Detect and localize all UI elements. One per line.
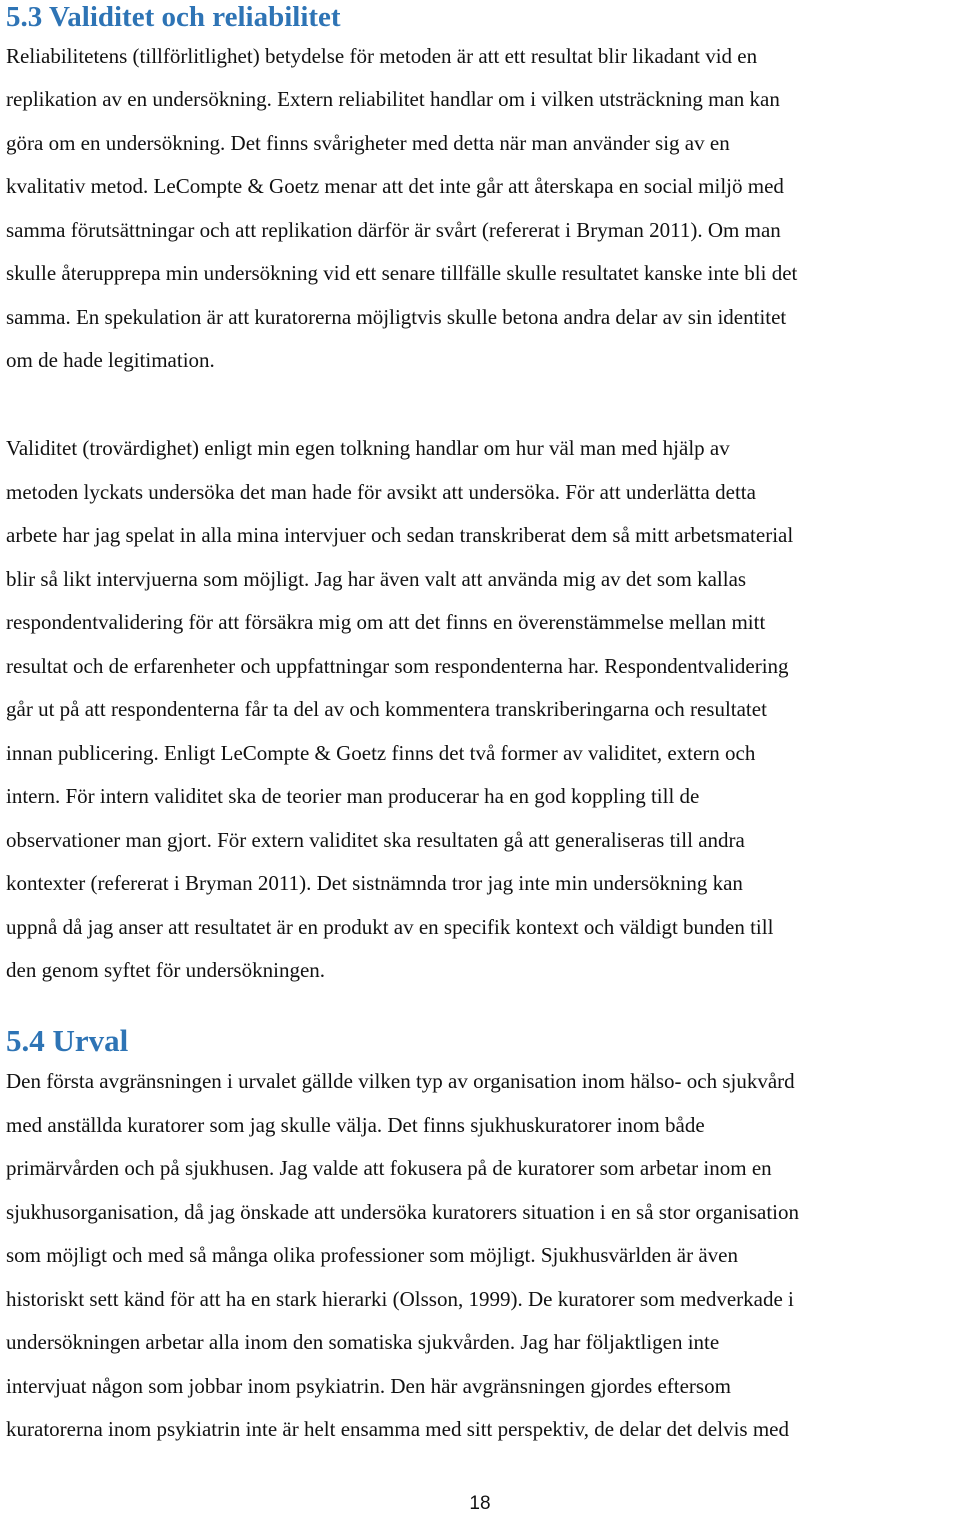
- text-line: uppnå då jag anser att resultatet är en produkt av en specifik kontext och väldigt bunden till: [6, 914, 774, 939]
- text-line: kontexter (refererat i Bryman 2011). Det sistnämnda tror jag inte min undersökning kan: [6, 871, 743, 895]
- text-line: Den första avgränsningen i urvalet gällde vilken typ av organisation inom hälso- och sjukvård: [6, 1069, 795, 1093]
- text-line: som möjligt och med så många olika professioner som möjligt. Sjukhusvärlden är även: [6, 1243, 738, 1267]
- text-line: Validitet (trovärdighet) enligt min egen tolkning handlar om hur väl man med hjälp av: [6, 436, 730, 460]
- text-line: kvalitativ metod. LeCompte & Goetz menar att det inte går att återskapa en social miljö med: [6, 174, 784, 198]
- text-line: intervjuat någon som jobbar inom psykiatrin. Den här avgränsningen gjordes eftersom: [6, 1373, 731, 1398]
- text-line: respondentvalidering för att försäkra mig om att det finns en överenstämmelse mellan mitt: [6, 610, 766, 634]
- text-line: om de hade legitimation.: [6, 348, 215, 372]
- text-line: samma förutsättningar och att replikation därför är svårt (refererat i Bryman 2011). Om man: [6, 217, 781, 242]
- section-heading-urval: 5.4 Urval: [6, 1023, 129, 1058]
- text-line: göra om en undersökning. Det finns svårigheter med detta när man använder sig av en: [6, 130, 730, 155]
- text-line: Reliabilitetens (tillförlitlighet) betydelse för metoden är att ett resultat blir likadant vid en: [6, 44, 758, 68]
- text-line: intern. För intern validitet ska de teorier man producerar ha en god koppling till de: [6, 784, 700, 808]
- text-line: primärvården och på sjukhusen. Jag valde att fokusera på de kuratorer som arbetar inom en: [6, 1156, 772, 1180]
- text-line: arbete har jag spelat in alla mina intervjuer och sedan transkriberat dem så mitt arbetsmaterial: [6, 523, 794, 547]
- text-line: samma. En spekulation är att kuratorerna möjligtvis skulle betona andra delar av sin identitet: [6, 304, 787, 329]
- text-line: går ut på att respondenterna får ta del av och kommentera transkriberingarna och resultatet: [6, 697, 767, 721]
- paragraph-reliabilitet: [6, 34, 960, 383]
- text-line: observationer man gjort. För extern validitet ska resultaten gå att generaliseras till andra: [6, 827, 745, 852]
- text-line: blir så likt intervjuerna som möjligt. Jag har även valt att använda mig av det som kallas: [6, 566, 747, 591]
- section-heading-validitet-reliabilitet: 5.3 Validitet och reliabilitet: [6, 1, 341, 33]
- text-line: kuratorerna inom psykiatrin inte är helt ensamma med sitt perspektiv, de delar det delvis med: [6, 1417, 789, 1441]
- paragraph-urval: [6, 1060, 960, 1452]
- text-line: innan publicering. Enligt LeCompte & Goetz finns det två former av validitet, extern och: [6, 740, 756, 765]
- paragraph-validitet: [6, 427, 960, 993]
- text-line: skulle återupprepa min undersökning vid ett senare tillfälle skulle resultatet kanske inte bli det: [6, 261, 798, 285]
- text-line: metoden lyckats undersöka det man hade för avsikt att undersöka. För att underlätta detta: [6, 479, 756, 504]
- text-line: med anställda kuratorer som jag skulle välja. Det finns sjukhuskuratorer inom både: [6, 1112, 705, 1137]
- text-line: replikation av en undersökning. Extern reliabilitet handlar om i vilken utsträckning man kan: [6, 87, 780, 111]
- text-line: sjukhusorganisation, då jag önskade att undersöka kuratorers situation i en så stor organisation: [6, 1199, 799, 1224]
- text-line: den genom syftet för undersökningen.: [6, 958, 326, 982]
- text-line: historiskt sett känd för att ha en stark hierarki (Olsson, 1999). De kuratorer som medverkade i: [6, 1286, 794, 1311]
- text-line: undersökningen arbetar alla inom den somatiska sjukvården. Jag har följaktligen inte: [6, 1330, 720, 1354]
- text-line: resultat och de erfarenheter och uppfattningar som respondenterna har. Respondentvalidering: [6, 653, 789, 678]
- page-number: 18: [469, 1493, 491, 1514]
